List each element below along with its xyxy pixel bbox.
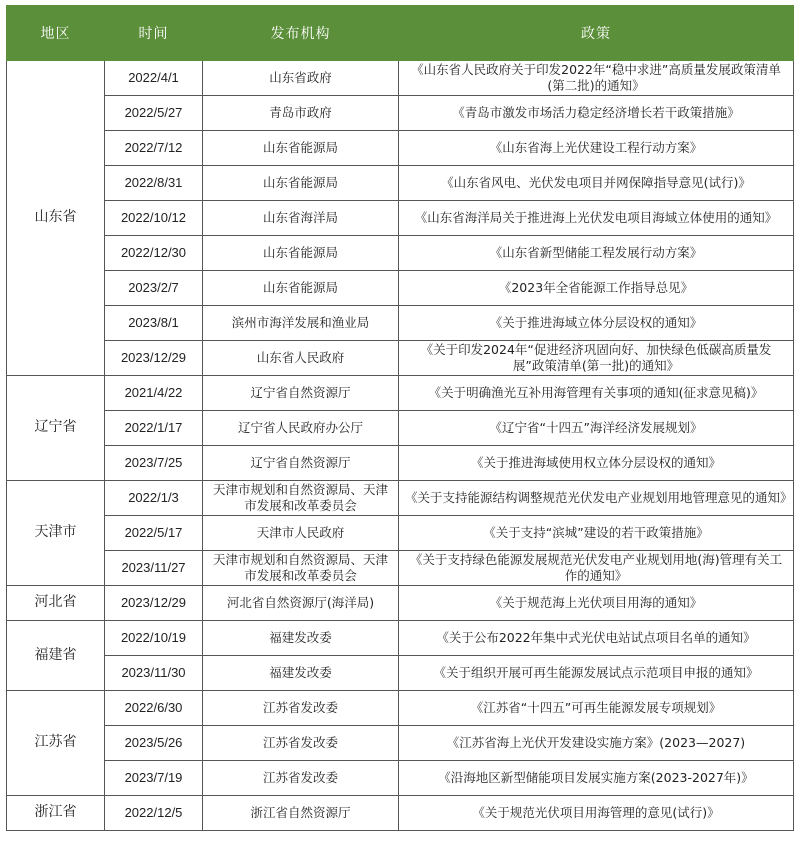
org-cell: 山东省政府: [203, 61, 399, 96]
org-cell: 山东省人民政府: [203, 341, 399, 376]
org-cell: 辽宁省自然资源厅: [203, 376, 399, 411]
table-body: [7, 61, 794, 831]
date-cell: 2022/8/31: [105, 166, 203, 201]
org-cell: 山东省能源局: [203, 131, 399, 166]
org-cell: 辽宁省自然资源厅: [203, 446, 399, 481]
policy-cell: 《关于支持绿色能源发展规范光伏发电产业规划用地(海)管理有关工作的通知》: [399, 551, 794, 586]
table-row: [7, 656, 794, 691]
date-cell: 2022/1/17: [105, 411, 203, 446]
date-cell: 2022/12/5: [105, 796, 203, 831]
header-policy: 政策: [399, 6, 794, 61]
org-cell: 天津市规划和自然资源局、天津市发展和改革委员会: [203, 481, 399, 516]
date-cell: 2021/4/22: [105, 376, 203, 411]
date-cell: 2023/12/29: [105, 586, 203, 621]
policy-cell: 《关于印发2024年“促进经济巩固向好、加快绿色低碳高质量发展”政策清单(第一批)的通知》: [399, 341, 794, 376]
org-cell: 福建发改委: [203, 621, 399, 656]
policy-cell: 《关于推进海域立体分层设权的通知》: [399, 306, 794, 341]
policy-cell: 《关于组织开展可再生能源发展试点示范项目申报的通知》: [399, 656, 794, 691]
table-row: [7, 411, 794, 446]
table-row: [7, 691, 794, 726]
date-cell: 2023/5/26: [105, 726, 203, 761]
policy-cell: 《山东省海洋局关于推进海上光伏发电项目海域立体使用的通知》: [399, 201, 794, 236]
policy-cell: 《关于规范海上光伏项目用海的通知》: [399, 586, 794, 621]
table-row: [7, 726, 794, 761]
org-cell: 辽宁省人民政府办公厅: [203, 411, 399, 446]
policy-cell: 《关于支持“滨城”建设的若干政策措施》: [399, 516, 794, 551]
header-org: 发布机构: [203, 6, 399, 61]
policy-cell: 《辽宁省“十四五”海洋经济发展规划》: [399, 411, 794, 446]
table-row: [7, 761, 794, 796]
org-cell: 江苏省发改委: [203, 726, 399, 761]
table-row: [7, 481, 794, 516]
table-row: [7, 201, 794, 236]
policy-cell: 《山东省人民政府关于印发2022年“稳中求进”高质量发展政策清单(第二批)的通知》: [399, 61, 794, 96]
policy-cell: 《关于支持能源结构调整规范光伏发电产业规划用地管理意见的通知》: [399, 481, 794, 516]
table-row: [7, 306, 794, 341]
date-cell: 2022/10/19: [105, 621, 203, 656]
date-cell: 2023/7/25: [105, 446, 203, 481]
table-header: [7, 6, 794, 61]
table-row: [7, 796, 794, 831]
policy-cell: 《山东省新型储能工程发展行动方案》: [399, 236, 794, 271]
org-cell: 山东省能源局: [203, 271, 399, 306]
policy-cell: 《关于公布2022年集中式光伏电站试点项目名单的通知》: [399, 621, 794, 656]
table-row: [7, 621, 794, 656]
org-cell: 河北省自然资源厅(海洋局): [203, 586, 399, 621]
org-cell: 青岛市政府: [203, 96, 399, 131]
region-cell: 江苏省: [7, 691, 105, 796]
date-cell: 2022/5/27: [105, 96, 203, 131]
policy-cell: 《关于明确渔光互补用海管理有关事项的通知(征求意见稿)》: [399, 376, 794, 411]
date-cell: 2022/6/30: [105, 691, 203, 726]
region-cell: 福建省: [7, 621, 105, 691]
org-cell: 山东省能源局: [203, 236, 399, 271]
org-cell: 山东省海洋局: [203, 201, 399, 236]
table-row: [7, 586, 794, 621]
table-row: [7, 271, 794, 306]
policy-cell: 《山东省海上光伏建设工程行动方案》: [399, 131, 794, 166]
header-date: 时间: [105, 6, 203, 61]
region-cell: 河北省: [7, 586, 105, 621]
table-row: [7, 166, 794, 201]
region-cell: 辽宁省: [7, 376, 105, 481]
date-cell: 2022/5/17: [105, 516, 203, 551]
date-cell: 2023/11/27: [105, 551, 203, 586]
org-cell: 江苏省发改委: [203, 761, 399, 796]
date-cell: 2022/10/12: [105, 201, 203, 236]
region-cell: 山东省: [7, 61, 105, 376]
table-row: [7, 446, 794, 481]
policy-cell: 《2023年全省能源工作指导总见》: [399, 271, 794, 306]
date-cell: 2023/12/29: [105, 341, 203, 376]
table-row: [7, 376, 794, 411]
policy-cell: 《江苏省海上光伏开发建设实施方案》(2023—2027): [399, 726, 794, 761]
date-cell: 2022/4/1: [105, 61, 203, 96]
date-cell: 2023/8/1: [105, 306, 203, 341]
table-row: [7, 551, 794, 586]
policy-cell: 《关于推进海域使用权立体分层设权的通知》: [399, 446, 794, 481]
date-cell: 2023/11/30: [105, 656, 203, 691]
date-cell: 2023/2/7: [105, 271, 203, 306]
region-cell: 浙江省: [7, 796, 105, 831]
date-cell: 2022/12/30: [105, 236, 203, 271]
org-cell: 福建发改委: [203, 656, 399, 691]
header-region: 地区: [7, 6, 105, 61]
org-cell: 山东省能源局: [203, 166, 399, 201]
table-row: [7, 341, 794, 376]
table-row: [7, 61, 794, 96]
policy-cell: 《江苏省“十四五”可再生能源发展专项规划》: [399, 691, 794, 726]
org-cell: 江苏省发改委: [203, 691, 399, 726]
date-cell: 2022/1/3: [105, 481, 203, 516]
date-cell: 2022/7/12: [105, 131, 203, 166]
org-cell: 滨州市海洋发展和渔业局: [203, 306, 399, 341]
table-row: [7, 131, 794, 166]
region-cell: 天津市: [7, 481, 105, 586]
org-cell: 天津市人民政府: [203, 516, 399, 551]
policy-table: [6, 5, 794, 831]
table-row: [7, 516, 794, 551]
policy-cell: 《青岛市激发市场活力稳定经济增长若干政策措施》: [399, 96, 794, 131]
table-row: [7, 96, 794, 131]
policy-cell: 《山东省风电、光伏发电项目并网保障指导意见(试行)》: [399, 166, 794, 201]
org-cell: 天津市规划和自然资源局、天津市发展和改革委员会: [203, 551, 399, 586]
org-cell: 浙江省自然资源厅: [203, 796, 399, 831]
policy-cell: 《关于规范光伏项目用海管理的意见(试行)》: [399, 796, 794, 831]
table-row: [7, 236, 794, 271]
date-cell: 2023/7/19: [105, 761, 203, 796]
header-row: [7, 6, 794, 61]
policy-cell: 《沿海地区新型储能项目发展实施方案(2023-2027年)》: [399, 761, 794, 796]
